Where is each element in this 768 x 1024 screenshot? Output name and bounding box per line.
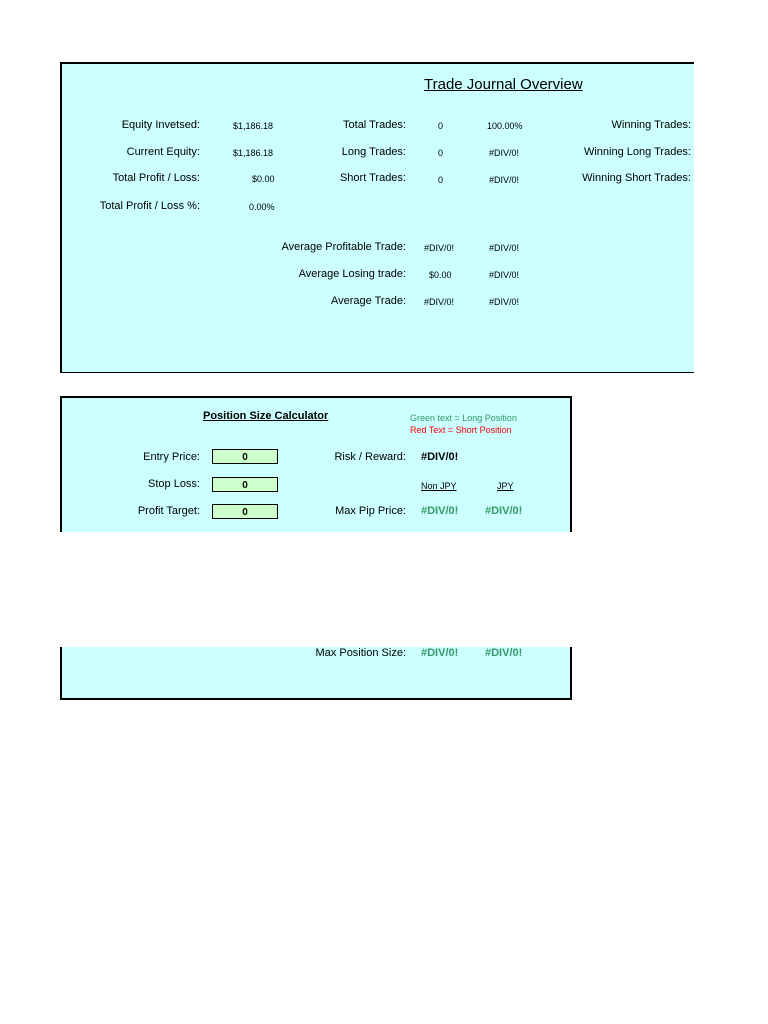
long-trades-label: Long Trades: <box>341 146 406 158</box>
avg-losing-trade-label: Average Losing trade: <box>298 268 406 280</box>
overview-title: Trade Journal Overview <box>424 76 583 93</box>
profit-target-label: Profit Target: <box>137 505 200 517</box>
winning-short-trades-label: Winning Short Trades: <box>582 172 691 184</box>
trade-journal-overview-panel <box>60 62 694 373</box>
max-position-size-non-jpy: #DIV/0! <box>421 647 459 659</box>
jpy-column-header: JPY <box>497 481 514 491</box>
max-position-size-label: Max Position Size: <box>315 647 406 659</box>
avg-profitable-trade-value: #DIV/0! <box>424 243 455 253</box>
long-trades-pct: #DIV/0! <box>489 148 520 158</box>
avg-losing-trade-value: $0.00 <box>429 270 452 280</box>
max-pip-price-jpy: #DIV/0! <box>485 505 523 517</box>
total-pl-pct-label: Total Profit / Loss %: <box>99 200 200 212</box>
risk-reward-value: #DIV/0! <box>421 451 459 463</box>
avg-profitable-trade-pct: #DIV/0! <box>489 243 520 253</box>
legend-short-position: Red Text = Short Position <box>410 425 512 435</box>
short-trades-label: Short Trades: <box>339 172 406 184</box>
risk-reward-label: Risk / Reward: <box>334 451 406 463</box>
max-pip-price-label: Max Pip Price: <box>335 505 406 517</box>
avg-trade-label: Average Trade: <box>330 295 406 307</box>
non-jpy-column-header: Non JPY <box>421 481 457 491</box>
stop-loss-input[interactable]: 0 <box>212 477 278 492</box>
total-pl-value: $0.00 <box>252 174 275 184</box>
current-equity-value: $1,186.18 <box>233 148 274 158</box>
equity-invested-label: Equity Invetsed: <box>121 119 200 131</box>
entry-price-label: Entry Price: <box>143 451 200 463</box>
short-trades-count: 0 <box>438 175 444 185</box>
avg-trade-value: #DIV/0! <box>424 297 455 307</box>
total-pl-pct-value: 0.00% <box>249 202 275 212</box>
avg-trade-pct: #DIV/0! <box>489 297 520 307</box>
calculator-title: Position Size Calculator <box>203 410 329 422</box>
total-trades-count: 0 <box>438 121 444 131</box>
total-pl-label: Total Profit / Loss: <box>112 172 200 184</box>
avg-losing-trade-pct: #DIV/0! <box>489 270 520 280</box>
max-position-size-jpy: #DIV/0! <box>485 647 523 659</box>
entry-price-input[interactable]: 0 <box>212 449 278 464</box>
avg-profitable-trade-label: Average Profitable Trade: <box>281 241 406 253</box>
legend-long-position: Green text = Long Position <box>410 413 517 423</box>
long-trades-count: 0 <box>438 148 444 158</box>
total-trades-pct: 100.00% <box>487 121 523 131</box>
total-trades-label: Total Trades: <box>343 119 406 131</box>
current-equity-label: Current Equity: <box>126 146 200 158</box>
max-pip-price-non-jpy: #DIV/0! <box>421 505 459 517</box>
equity-invested-value: $1,186.18 <box>233 121 274 131</box>
profit-target-input[interactable]: 0 <box>212 504 278 519</box>
winning-trades-label: Winning Trades: <box>611 119 691 131</box>
short-trades-pct: #DIV/0! <box>489 175 520 185</box>
stop-loss-label: Stop Loss: <box>148 478 200 490</box>
winning-long-trades-label: Winning Long Trades: <box>583 146 691 158</box>
